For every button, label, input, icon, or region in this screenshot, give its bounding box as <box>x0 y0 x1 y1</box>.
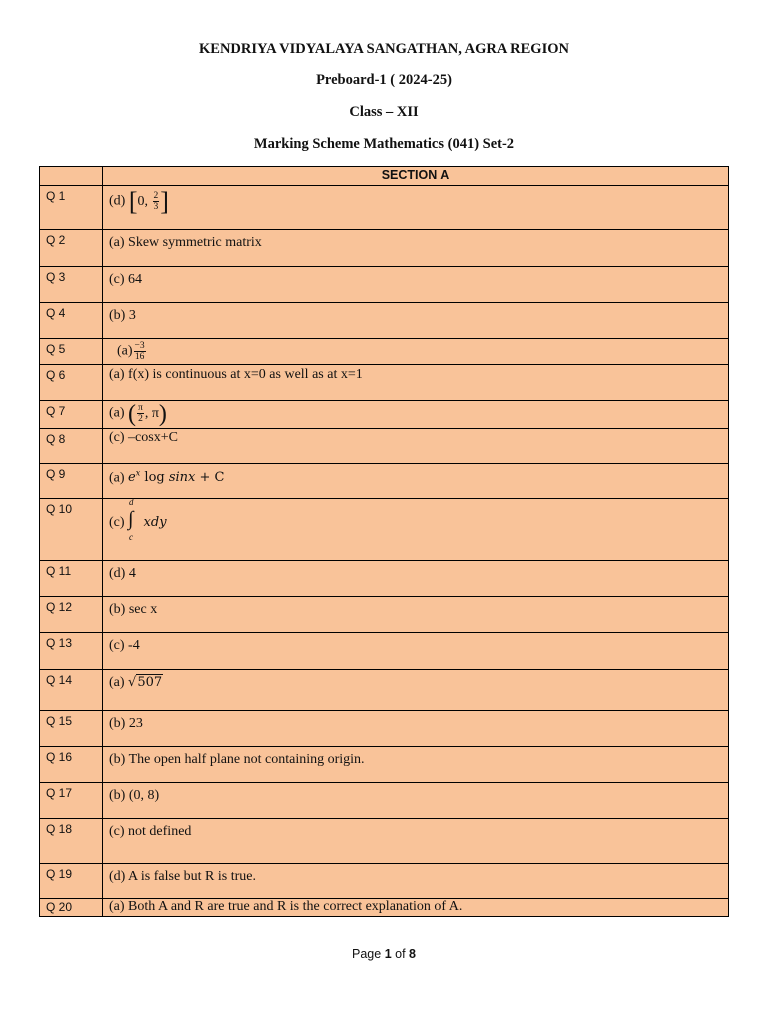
question-number: Q 1 <box>40 186 103 230</box>
table-row <box>40 499 729 561</box>
question-number: Q 12 <box>40 597 103 633</box>
answer-math: $\frac{-3}{16}$ <box>134 341 145 362</box>
answer-math: √507 <box>128 675 163 690</box>
question-number: Q 17 <box>40 783 103 819</box>
question-number: Q 11 <box>40 561 103 597</box>
answer-cell <box>103 186 729 230</box>
table-row <box>40 464 729 499</box>
table-row <box>40 303 729 339</box>
answer-text: (c) –cosx+C <box>103 429 729 464</box>
table-row <box>40 561 729 597</box>
table-row <box>40 864 729 899</box>
question-number: Q 10 <box>40 499 103 561</box>
question-number: Q 15 <box>40 711 103 747</box>
answer-option: (a) <box>117 343 133 359</box>
answer-option: (d) <box>109 193 126 209</box>
answer-text: (b) (0, 8) <box>103 783 729 819</box>
question-number: Q 8 <box>40 429 103 464</box>
header-subject: Marking Scheme Mathematics (041) Set-2 <box>253 136 515 152</box>
page-footer <box>0 947 768 961</box>
question-number: Q 2 <box>40 230 103 267</box>
answer-cell <box>103 401 729 429</box>
answer-option: (a) <box>109 470 125 486</box>
marking-scheme-table <box>39 166 729 917</box>
question-number: Q 6 <box>40 365 103 401</box>
answer-text: (a) f(x) is continuous at x=0 as well as at x=1 <box>103 365 729 401</box>
table-row <box>40 783 729 819</box>
table-row <box>40 401 729 429</box>
page-current: 1 <box>384 947 392 961</box>
answer-option: (a) <box>109 405 125 421</box>
table-row <box>40 365 729 401</box>
answer-text: (d) A is false but R is true. <box>103 864 729 899</box>
question-number: Q 20 <box>40 899 103 917</box>
question-number: Q 16 <box>40 747 103 783</box>
answer-math: $e^x$ log sinx + C <box>128 469 225 486</box>
question-number: Q 7 <box>40 401 103 429</box>
question-number: Q 18 <box>40 819 103 864</box>
answer-cell <box>103 499 729 561</box>
header-org: KENDRIYA VIDYALAYA SANGATHAN, AGRA REGION <box>199 41 569 57</box>
answer-text: (d) 4 <box>103 561 729 597</box>
section-header-blank <box>40 167 103 186</box>
question-number: Q 19 <box>40 864 103 899</box>
answer-text: (c) 64 <box>103 267 729 303</box>
header-exam: Preboard-1 ( 2024-25) <box>316 72 452 88</box>
answer-text: (b) 23 <box>103 711 729 747</box>
table-row <box>40 819 729 864</box>
table-row <box>40 267 729 303</box>
answer-text: (b) 3 <box>103 303 729 339</box>
section-title: SECTION A <box>103 167 729 186</box>
answer-text: (b) sec x <box>103 597 729 633</box>
table-row <box>40 230 729 267</box>
answer-cell <box>103 670 729 711</box>
question-number: Q 4 <box>40 303 103 339</box>
table-row <box>40 429 729 464</box>
table-row <box>40 633 729 670</box>
table-row <box>40 670 729 711</box>
section-header-row <box>40 167 729 186</box>
integral-sign: d ∫ c <box>128 497 134 542</box>
question-number: Q 3 <box>40 267 103 303</box>
table-row <box>40 339 729 365</box>
page-of: of <box>395 947 406 961</box>
table-row <box>40 711 729 747</box>
answer-text: (c) -4 <box>103 633 729 670</box>
answer-cell <box>103 339 729 365</box>
answer-cell <box>103 464 729 499</box>
table-row <box>40 186 729 230</box>
answer-text: (a) Skew symmetric matrix <box>103 230 729 267</box>
answer-math: xdy <box>143 515 167 531</box>
answer-text: (c) not defined <box>103 819 729 864</box>
page-label: Page <box>352 947 382 961</box>
question-number: Q 14 <box>40 670 103 711</box>
question-number: Q 9 <box>40 464 103 499</box>
answer-math: ( $\frac{\pi}{2}$ , π) <box>128 400 167 427</box>
answer-text: (b) The open half plane not containing origin. <box>103 747 729 783</box>
page-total: 8 <box>409 947 416 961</box>
answer-text: (a) Both A and R are true and R is the correct explanation of A. <box>103 899 729 917</box>
question-number: Q 5 <box>40 339 103 365</box>
table-row <box>40 597 729 633</box>
header-class: Class – XII <box>349 104 419 120</box>
table-row <box>40 747 729 783</box>
answer-option: (a) <box>109 675 125 690</box>
answer-math: [0, $\frac{2}{3}$ ] <box>128 186 169 216</box>
table-row <box>40 899 729 917</box>
question-number: Q 13 <box>40 633 103 670</box>
answer-option: (c) <box>109 515 125 531</box>
